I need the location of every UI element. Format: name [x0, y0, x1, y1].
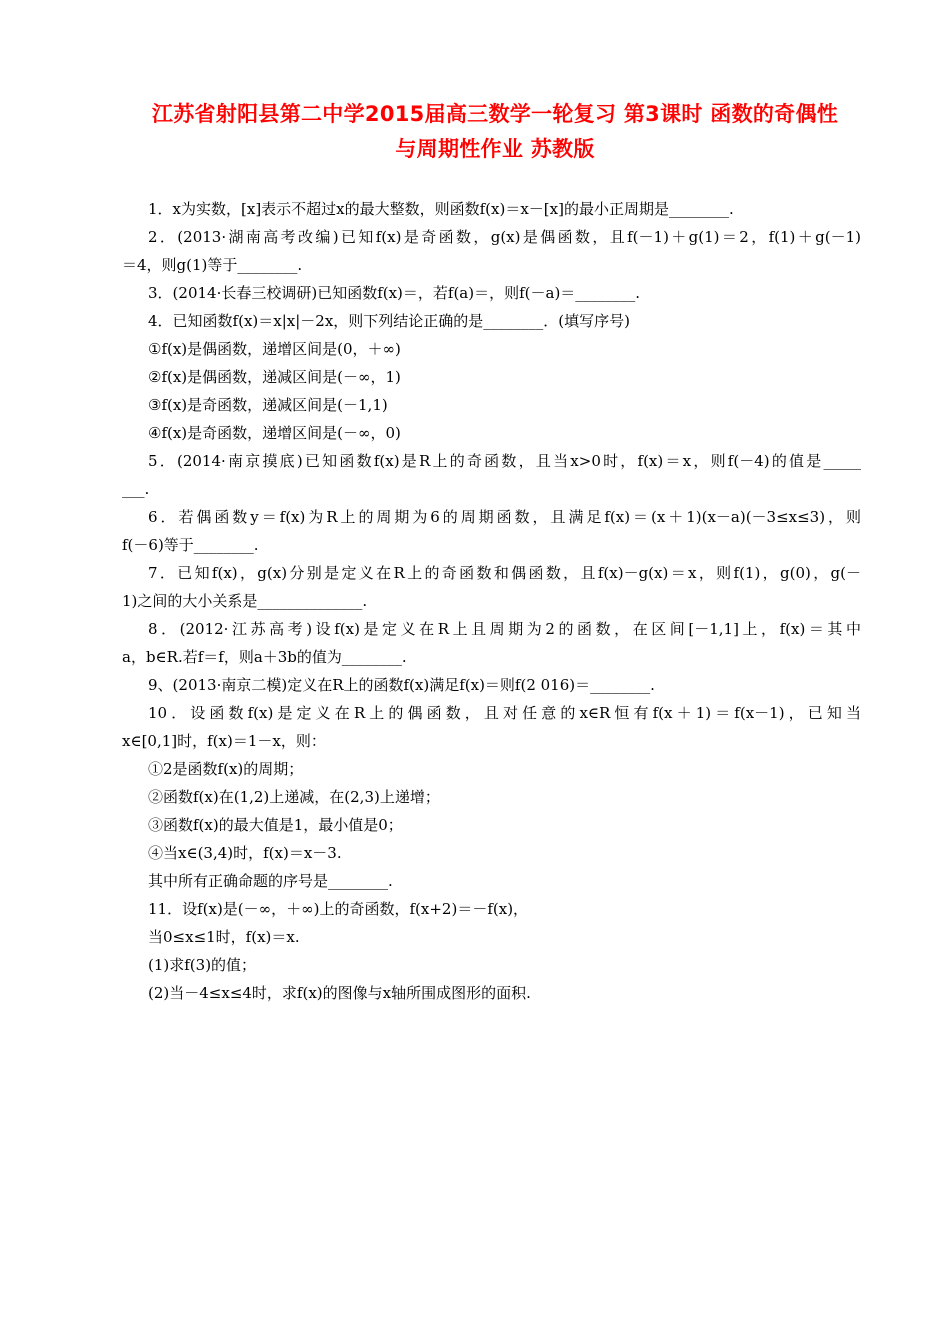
exercise-3: 3．(2014·长春三校调研)已知函数f(x)＝，若f(a)＝，则f(－a)＝________.: [148, 284, 641, 302]
exercise-2-cont: ＝4，则g(1)等于________.: [122, 256, 303, 274]
exercise-10-statement-2: ②函数f(x)在(1,2)上递减，在(2,3)上递增；: [148, 788, 440, 806]
exercise-9: 9、(2013·南京二模)定义在R上的函数f(x)满足f(x)＝则f(2 016)＝________.: [148, 676, 655, 694]
exercise-5-cont: ___.: [122, 480, 150, 498]
exercise-4-option-3: ③f(x)是奇函数，递减区间是(－1,1): [148, 396, 388, 414]
exercise-11: 11．设f(x)是(－∞，＋∞)上的奇函数，f(x+2)＝－f(x)，: [148, 900, 529, 918]
exercise-10-statement-4: ④当x∈(3,4)时，f(x)＝x－3.: [148, 844, 342, 862]
exercise-6: 6．若偶函数y＝f(x)为R上的周期为6的周期函数，且满足f(x)＝(x＋1)(x－a)(－3≤x≤3)，则: [148, 508, 861, 526]
exercise-7: 7．已知f(x)，g(x)分别是定义在R上的奇函数和偶函数，且f(x)－g(x)＝x，则f(1)，g(0)，g(－: [148, 564, 861, 582]
exercise-11-part-2: (2)当－4≤x≤4时，求f(x)的图像与x轴所围成图形的面积.: [148, 984, 531, 1002]
exercise-4-option-4: ④f(x)是奇函数，递增区间是(－∞，0): [148, 424, 401, 442]
exercise-4: 4．已知函数f(x)＝x|x|－2x，则下列结论正确的是________．(填写序号): [148, 312, 630, 330]
exercise-11-part-1: (1)求f(3)的值；: [148, 956, 257, 974]
exercise-1: 1．x为实数，[x]表示不超过x的最大整数，则函数f(x)＝x－[x]的最小正周期是________.: [148, 200, 734, 218]
exercise-4-option-2: ②f(x)是偶函数，递减区间是(－∞，1): [148, 368, 401, 386]
exercise-10-question: 其中所有正确命题的序号是________.: [148, 872, 393, 890]
exercise-4-option-1: ①f(x)是偶函数，递增区间是(0，＋∞): [148, 340, 401, 358]
exercise-10-cont: x∈[0,1]时，f(x)＝1－x，则：: [122, 732, 326, 750]
exercise-11-cont: 当0≤x≤1时，f(x)＝x.: [148, 928, 300, 946]
exercise-7-cont: 1)之间的大小关系是______________.: [122, 592, 368, 610]
exercise-5: 5．(2014·南京摸底)已知函数f(x)是R上的奇函数，且当x>0时，f(x)＝x，则f(－4)的值是_____: [148, 452, 861, 470]
exercise-10-statement-3: ③函数f(x)的最大值是1，最小值是0；: [148, 816, 403, 834]
document-title-line-2: 与周期性作业 苏教版: [395, 137, 595, 161]
document-title-line-1: 江苏省射阳县第二中学2015届高三数学一轮复习 第3课时 函数的奇偶性: [151, 102, 839, 126]
exercise-10: 10．设函数f(x)是定义在R上的偶函数，且对任意的x∈R恒有f(x＋1)＝f(x－1)，已知当: [148, 704, 861, 722]
exercise-8: 8．(2012·江苏高考)设f(x)是定义在R上且周期为2的函数，在区间[－1,1]上，f(x)＝其中: [148, 620, 861, 638]
exercise-6-cont: f(－6)等于________.: [122, 536, 259, 554]
exercise-10-statement-1: ①2是函数f(x)的周期；: [148, 760, 304, 778]
exercise-8-cont: a，b∈R.若f＝f，则a＋3b的值为________.: [122, 648, 407, 666]
exercise-2: 2．(2013·湖南高考改编)已知f(x)是奇函数，g(x)是偶函数，且f(－1)＋g(1)＝2，f(1)＋g(－1): [148, 228, 861, 246]
